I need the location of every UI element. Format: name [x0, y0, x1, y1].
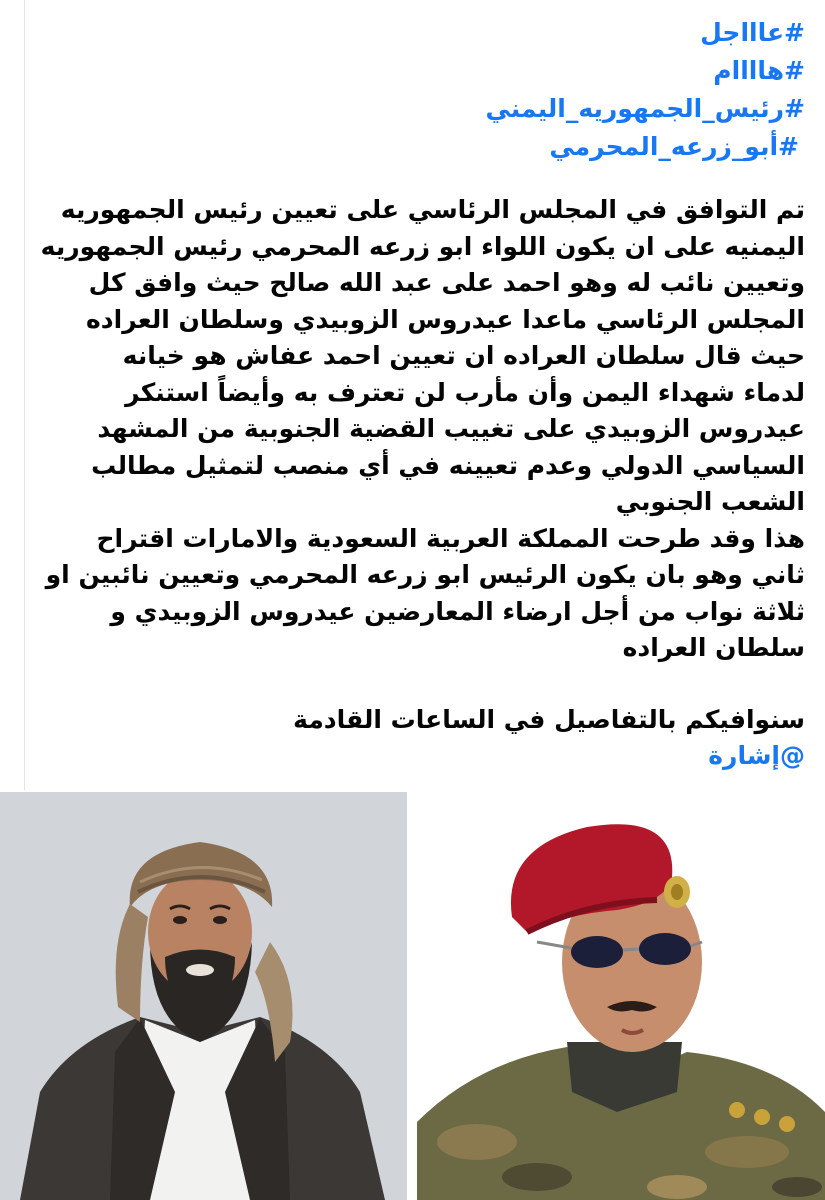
post-text-line: وتعيين نائب له وهو احمد على عبد الله صالح حيث وافق كل — [88, 268, 805, 297]
post-text-line: اليمنيه على ان يكون اللواء ابو زرعه المحرمي رئيس الجمهوريه — [40, 231, 805, 261]
hashtag-link[interactable]: #عاااجل — [700, 18, 805, 47]
man-with-red-beret-photo[interactable] — [417, 792, 825, 1200]
man-with-red-beret-illustration — [417, 792, 825, 1200]
closing-line: سنوافيكم بالتفاصيل في الساعات القادمة — [293, 705, 805, 734]
post-body-text — [40, 192, 805, 667]
hashtag-link[interactable]: #رئيس_الجمهوريه_اليمني — [485, 94, 805, 123]
post-text-line: ثاني وهو بان يكون الرئيس ابو زرعه المحرمي وتعيين نائبين او — [45, 560, 805, 589]
post-text-line: الشعب الجنوبي — [615, 487, 805, 516]
hashtag-link[interactable]: #أبو_زرعه_المحرمي — [549, 132, 799, 161]
mention-link[interactable]: @إشارة — [708, 741, 805, 770]
man-with-turban-illustration — [0, 792, 407, 1200]
hashtag-list — [485, 14, 805, 166]
post-text-line: السياسي الدولي وعدم تعيينه في أي منصب لتمثيل مطالب — [91, 450, 805, 480]
post-text-line: عيدروس الزوبيدي على تغييب القضية الجنوبية من المشهد — [97, 414, 805, 443]
photo-divider — [407, 792, 417, 1200]
post-text-line: سلطان العراده — [622, 633, 805, 662]
post-text-line: هذا وقد طرحت المملكة العربية السعودية والامارات اقتراح — [96, 523, 805, 553]
post-text-line: المجلس الرئاسي ماعدا عيدروس الزوبيدي وسلطان العراده — [86, 304, 805, 334]
post-closing — [293, 702, 805, 774]
post-text-line: تم التوافق في المجلس الرئاسي على تعيين رئيس الجمهوريه — [60, 195, 805, 224]
post-text-line: ثلاثة نواب من أجل ارضاء المعارضين عيدروس الزوبيدي و — [110, 596, 805, 626]
post-text-line: لدماء شهداء اليمن وأن مأرب لن تعترف به وأيضاً استنكر — [125, 377, 805, 407]
post-text-line: حيث قال سلطان العراده ان تعيين احمد عفاش هو خيانه — [122, 341, 805, 370]
post-card — [24, 0, 825, 790]
man-with-turban-photo[interactable] — [0, 792, 407, 1200]
hashtag-link[interactable]: #هاااام — [713, 56, 805, 85]
